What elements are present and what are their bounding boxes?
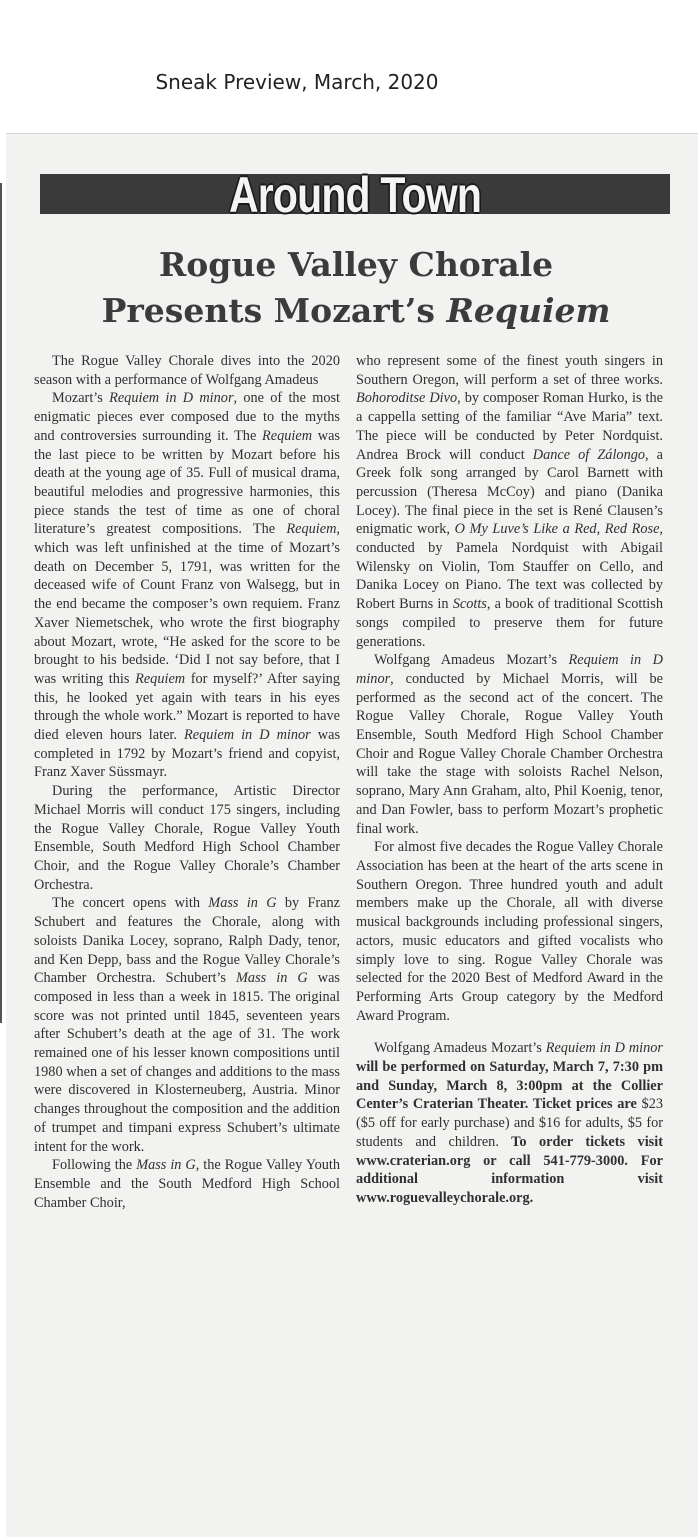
- article-right-column: [356, 352, 663, 1208]
- headline-italic: Requiem: [446, 291, 611, 330]
- banner-label: Around Town: [228, 167, 482, 223]
- left-paragraph-5: Following the Mass in G, the Rogue Valley Youth Ensemble and the South Medford High School Chamber Choir,: [34, 1157, 341, 1211]
- headline-prefix: Presents Mozart’s: [101, 291, 447, 330]
- left-page-edge: [0, 183, 2, 1023]
- article-left-column: [34, 352, 340, 1212]
- left-paragraph-3: During the performance, Artistic Director Michael Morris will conduct 175 singers, including the Rogue Valley Chorale, Rogue Valley Youth Ensemble, South Medford High School Chamber Choir, and the Rogue Valley Chorale’s Chamber Orchestra.: [34, 783, 340, 893]
- left-paragraph-1: The Rogue Valley Chorale dives into the 2020 season with a performance of Wolfgang Amadeus: [34, 353, 340, 388]
- event-info-paragraph: Wolfgang Amadeus Mozart’s Requiem in D minor will be performed on Saturday, March 7, 7:30 pm and Sunday, March 8, 3:00pm at the Collier Center’s Craterian Theater. Ticket prices are $23 ($5 off for early purchase) and $16 for adults, $5 for students and children. To order tickets visit www.craterian.org or call 541-779-3000. For additional information visit www.roguevalleychorale.org.: [356, 1040, 663, 1206]
- section-banner: [40, 167, 670, 223]
- page-caption: Sneak Preview, March, 2020: [155, 70, 439, 94]
- left-paragraph-4: The concert opens with Mass in G by Franz Schubert and features the Chorale, along with soloists Danika Locey, soprano, Ralph Dady, tenor, and Ken Depp, bass and the Rogue Valley Chorale’s Chamber Orchestra. Schubert’s Mass in G was composed in less than a week in 1815. The original score was not printed until 1845, seventeen years after Schubert’s death at the age of 31. The work remained one of his lesser known compositions until 1980 when a set of changes and additions to the mass were discovered in Klosterneuberg, Austria. Minor changes throughout the composition and the addition of trumpet and timpani express Schubert’s ultimate intent for the work.: [34, 895, 341, 1155]
- left-paragraph-2: Mozart’s Requiem in D minor, one of the most enigmatic pieces ever composed due to the myths and controversies surrounding it. The Requiem was the last piece to be written by Mozart before his death at the young age of 35. Full of musical drama, beautiful melodies and progressive harmonies, this piece stands the test of time as one of choral literature’s greatest compositions. The Requiem, which was left unfinished at the time of Mozart’s death on December 5, 1791, was written for the deceased wife of Count Franz von Walsegg, but in the end became the composer’s own requiem. Franz Xaver Niemetschek, who wrote the first biography about Mozart, wrote, “He asked for the score to be brought to his bedside. ‘Did I not say before, that I was writing this Requiem for myself?’ After saying this, he looked yet again with tears in his eyes through the whole work.” Mozart is reported to have died eleven hours later. Requiem in D minor was completed in 1792 by Mozart’s friend and copyist, Franz Xaver Süssmayr.: [34, 390, 341, 781]
- right-paragraph-2: Wolfgang Amadeus Mozart’s Requiem in D minor, conducted by Michael Morris, will be performed as the second act of the concert. The Rogue Valley Chorale, Rogue Valley Youth Ensemble, South Medford High School Chamber Choir and Rogue Valley Chorale Chamber Orchestra will take the stage with soloists Rachel Nelson, soprano, Mary Ann Graham, alto, Phil Koenig, tenor, and Dan Fowler, bass to perform Mozart’s prophetic final work.: [356, 652, 663, 837]
- newspaper-clipping: [6, 133, 698, 1537]
- right-paragraph-3: For almost five decades the Rogue Valley Chorale Association has been at the heart of the arts scene in Southern Oregon. Three hundred youth and adult members make up the Chorale, all with diverse musical backgrounds including professional singers, actors, music educators and gifted vocalists who simply love to sing. Rogue Valley Chorale was selected for the 2020 Best of Medford Award in the Performing Arts Group category by the Medford Award Program.: [356, 839, 663, 1024]
- right-paragraph-1: who represent some of the finest youth singers in Southern Oregon, will perform a set of three works. Bohoroditse Divo, by composer Roman Hurko, is the a cappella setting of the familiar “Ave Maria” text. The piece will be conducted by Peter Nordquist. Andrea Brock will conduct Dance of Zálongo, a Greek folk song arranged by Carol Barnett with percussion (Theresa McCoy) and piano (Danika Locey). The final piece in the set is René Clausen’s enigmatic work, O My Luve’s Like a Red, Red Rose, conducted by Pamela Nordquist with Abigail Wilensky on Violin, Tom Stauffer on Cello, and Danika Locey on Piano. The text was collected by Robert Burns in Scotts, a book of traditional Scottish songs compiled to preserve them for future generations.: [356, 353, 664, 650]
- headline-line-2: [26, 289, 686, 333]
- headline-line-1: Rogue Valley Chorale: [158, 245, 554, 284]
